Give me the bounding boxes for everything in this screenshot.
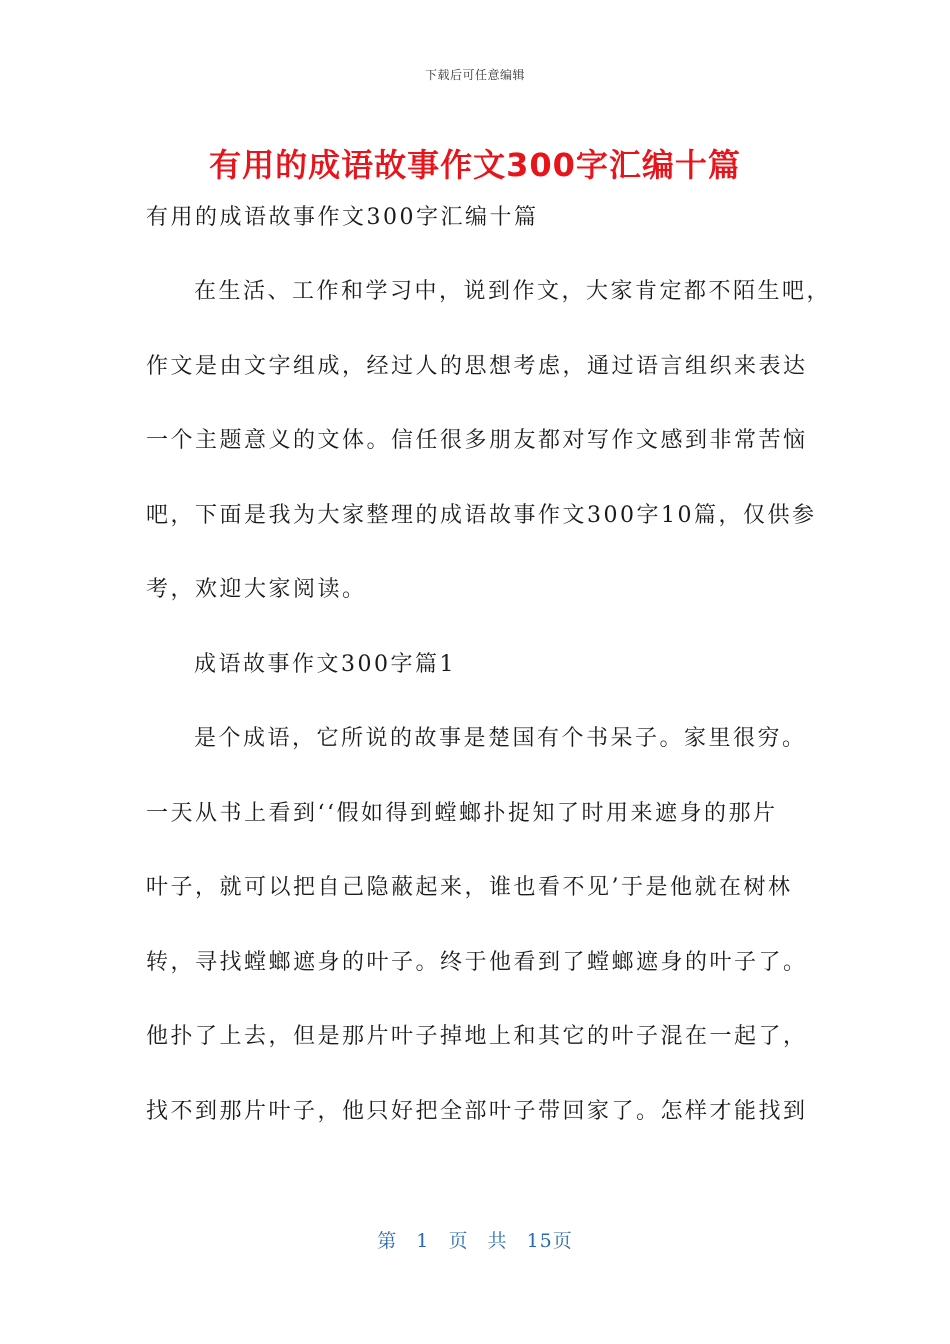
current-page-number: 1	[416, 1230, 430, 1252]
paragraph-line: 一天从书上看到‘‘假如得到螳螂扑捉知了时用来遮身的那片	[146, 800, 778, 826]
page-word: 页	[448, 1230, 469, 1252]
section-heading: 成语故事作文300字篇1	[194, 651, 456, 677]
paragraph-line: 是个成语，它所说的故事是楚国有个书呆子。家里很穷。	[194, 726, 807, 751]
total-pages: 15页	[526, 1230, 573, 1252]
page-prefix: 第	[377, 1230, 398, 1252]
paragraph-line: 找不到那片叶子，他只好把全部叶子带回家了。怎样才能找到	[146, 1098, 808, 1124]
paragraph-line: 一个主题意义的文体。信任很多朋友都对写作文感到非常苦恼	[146, 428, 808, 453]
paragraph-line: 在生活、工作和学习中，说到作文，大家肯定都不陌生吧，	[194, 279, 832, 304]
page-footer	[0, 1226, 950, 1253]
paragraph-line: 转，寻找螳螂遮身的叶子。终于他看到了螳螂遮身的叶子了。	[146, 949, 808, 975]
header-note: 下载后可任意编辑	[424, 68, 525, 82]
paragraph-line: 叶子，就可以把自己隐蔽起来，谁也看不见’于是他就在树林	[146, 875, 793, 900]
paragraph-line: 考，欢迎大家阅读。	[146, 577, 367, 602]
document-body	[146, 200, 832, 1168]
paragraph-line: 吧，下面是我为大家整理的成语故事作文300字10篇，仅供参	[146, 502, 817, 528]
document-title: 有用的成语故事作文300字汇编十篇	[209, 146, 741, 184]
subtitle-line: 有用的成语故事作文300字汇编十篇	[146, 205, 539, 230]
paragraph-line: 作文是由文字组成，经过人的思想考虑，通过语言组织来表达	[146, 353, 808, 379]
paragraph-line: 他扑了上去，但是那片叶子掉地上和其它的叶子混在一起了，	[146, 1024, 808, 1049]
total-word: 共	[487, 1230, 508, 1252]
